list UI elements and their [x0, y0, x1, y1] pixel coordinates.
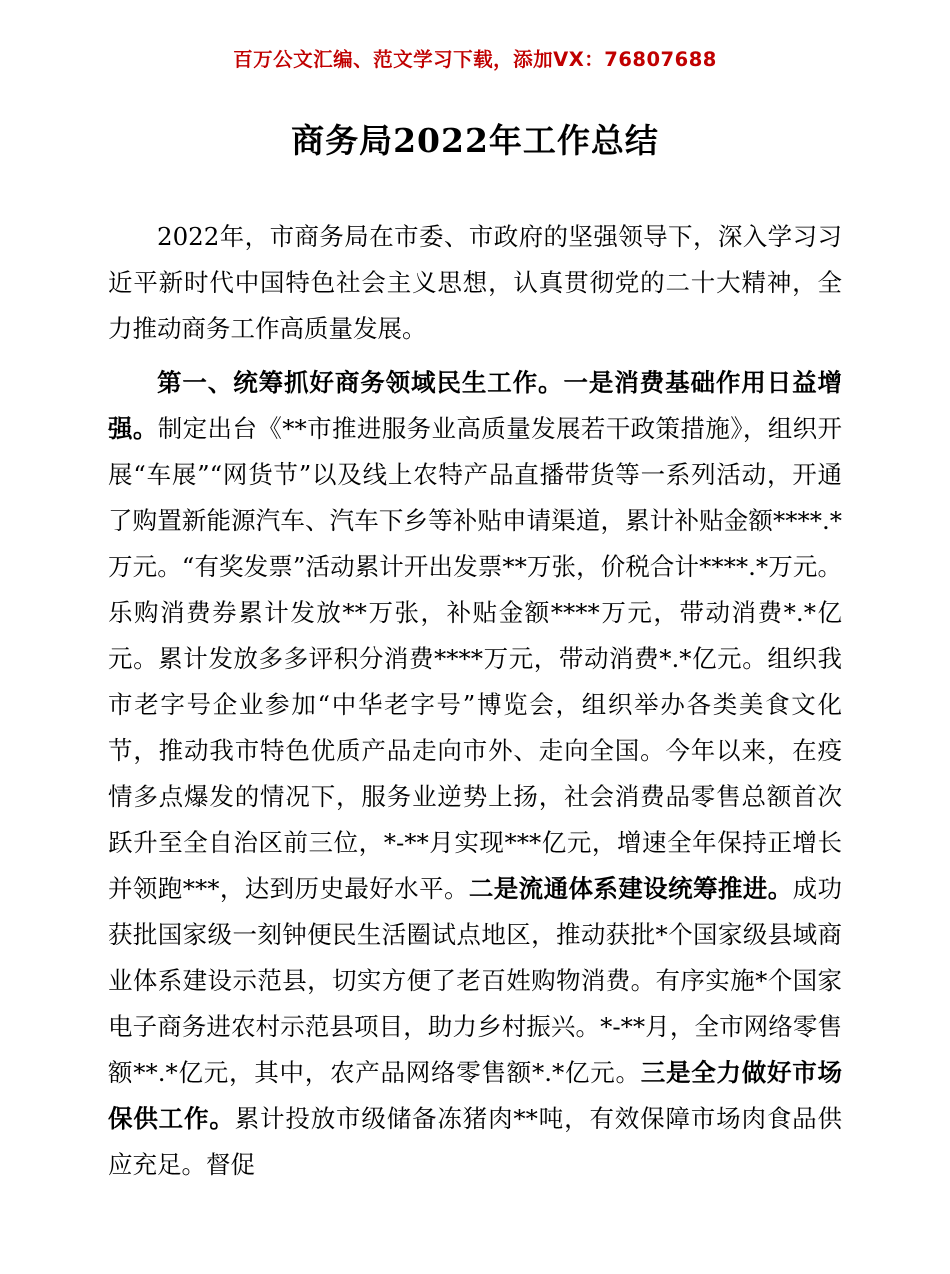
- paragraph-run: 成功获批国家级一刻钟便民生活圈试点地区，推动获批*个国家级县域商业体系建设示范县，切实方便了老百姓购物消费。有序实施*个国家电子商务进农村示范县项目，助力乡村振兴。*-**月，全市网络零售额**.*亿元，其中，农产品网络零售额*.*亿元。: [108, 874, 843, 1087]
- paragraph-run: 累计投放市级储备冻猪肉**吨，有效保障市场肉食品供应充足。督促: [108, 1104, 843, 1179]
- watermark-banner: 百万公文汇编、范文学习下载，添加VX：76807688: [233, 48, 717, 71]
- paragraph-run: 2022年，市商务局在市委、市政府的坚强领导下，深入学习习近平新时代中国特色社会主义思想，认真贯彻党的二十大精神，全力推动商务工作高质量发展。: [108, 222, 842, 343]
- document-body: [108, 214, 842, 1188]
- paragraph-intro: [108, 214, 842, 352]
- paragraph-run-bold: 第一、统筹抓好商务领域民生工作。一是消费基础作用日益增强。: [108, 368, 842, 443]
- paragraph-section-one: [108, 360, 842, 1188]
- page-title: 商务局2022年工作总结: [291, 121, 659, 160]
- paragraph-run: 制定出台《**市推进服务业高质量发展若干政策措施》，组织开展“车展”“网货节”以及线上农特产品直播带货等一系列活动，开通了购置新能源汽车、汽车下乡等补贴申请渠道，累计补贴金额****.*万元。“有奖发票”活动累计开出发票**万张，价税合计****.*万元。乐购消费券累计发放**万张，补贴金额****万元，带动消费*.*亿元。累计发放多多评积分消费****万元，带动消费*.*亿元。组织我市老字号企业参加“中华老字号”博览会，组织举办各类美食文化节，推动我市特色优质产品走向市外、走向全国。今年以来，在疫情多点爆发的情况下，服务业逆势上扬，社会消费品零售总额首次跃升至全自治区前三位，*-**月实现***亿元，增速全年保持正增长并领跑***，达到历史最好水平。: [108, 414, 843, 903]
- paragraph-run-bold: 三是全力做好市场保供工作。: [108, 1058, 843, 1133]
- document-page: [0, 44, 950, 1274]
- paragraph-run-bold: 二是流通体系建设统筹推进。: [468, 874, 793, 903]
